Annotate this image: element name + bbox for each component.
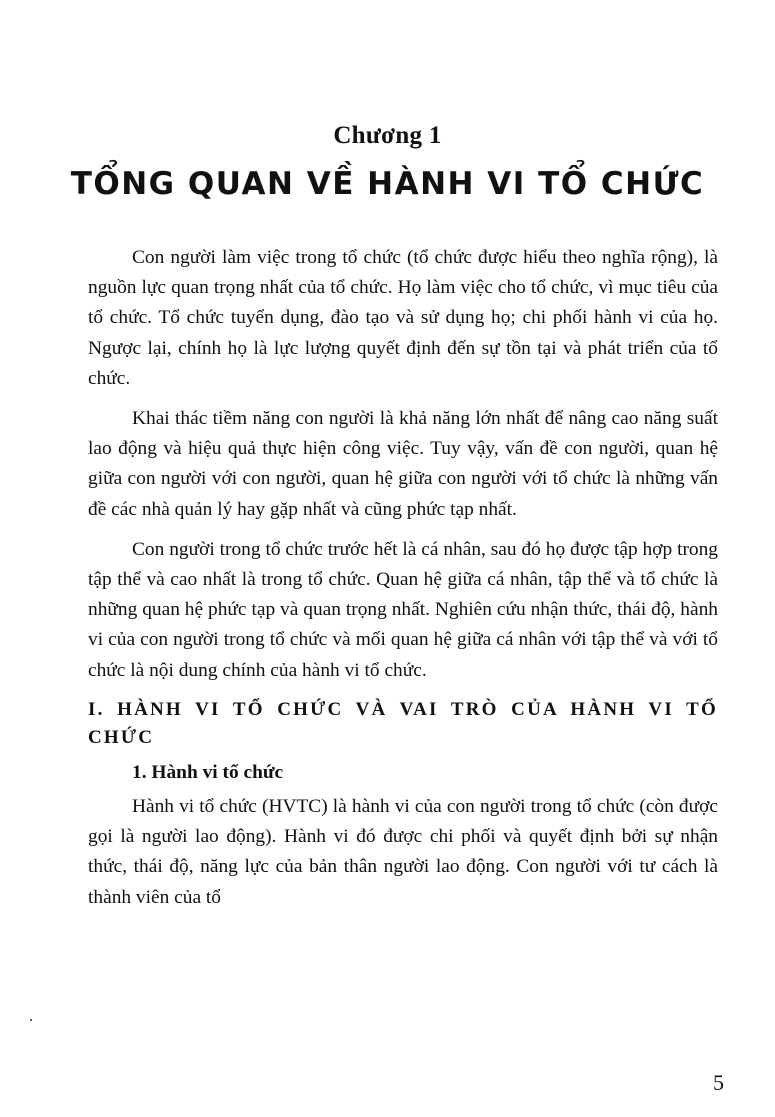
paragraph-4: Hành vi tổ chức (HVTC) là hành vi của con người trong tổ chức (còn được gọi là người lao động). Hành vi đó được chi phối và quyết định bởi sự nhận thức, thái độ, năng lực của bản thân người lao động. Con người với tư cách là thành viên của tổ: [88, 796, 718, 908]
paragraph-1: Con người làm việc trong tổ chức (tổ chức được hiểu theo nghĩa rộng), là nguồn lực quan trọng nhất của tổ chức. Họ làm việc cho tổ chức, vì mục tiêu của tổ chức. Tổ chức tuyển dụng, đào tạo và sử dụng họ; chi phối hành vi của họ. Ngược lại, chính họ là lực lượng quyết định đến sự tồn tại và phát triển của tổ chức.: [88, 247, 718, 389]
section-heading: I. HÀNH VI TỔ CHỨC VÀ VAI TRÒ CỦA HÀNH VI TỔ CHỨC: [88, 698, 718, 748]
paragraph-3: Con người trong tổ chức trước hết là cá nhân, sau đó họ được tập hợp trong tập thể và cao nhất là trong tổ chức. Quan hệ giữa cá nhân, tập thể và tổ chức là những quan hệ phức tạp và quan trọng nhất. Nghiên cứu nhận thức, thái độ, hành vi của con người trong tổ chức và mối quan hệ giữa cá nhân với tập thể và với tổ chức là nội dung chính của hành vi tổ chức.: [88, 538, 718, 681]
page-number: 5: [713, 1070, 724, 1095]
chapter-label: Chương 1: [333, 122, 442, 149]
subsection-heading: 1. Hành vi tổ chức: [132, 761, 284, 783]
paragraph-2: Khai thác tiềm năng con người là khả năng lớn nhất để nâng cao năng suất lao động và hiệu quả thực hiện công việc. Tuy vậy, vấn đề con người, quan hệ giữa con người với con người, quan hệ giữa con người với tổ chức là những vấn đề các nhà quản lý hay gặp nhất và cũng phức tạp nhất.: [88, 408, 718, 520]
scan-speck: [30, 1019, 32, 1021]
body-text: [88, 243, 718, 923]
chapter-title: TỔNG QUAN VỀ HÀNH VI TỔ CHỨC: [70, 166, 705, 202]
